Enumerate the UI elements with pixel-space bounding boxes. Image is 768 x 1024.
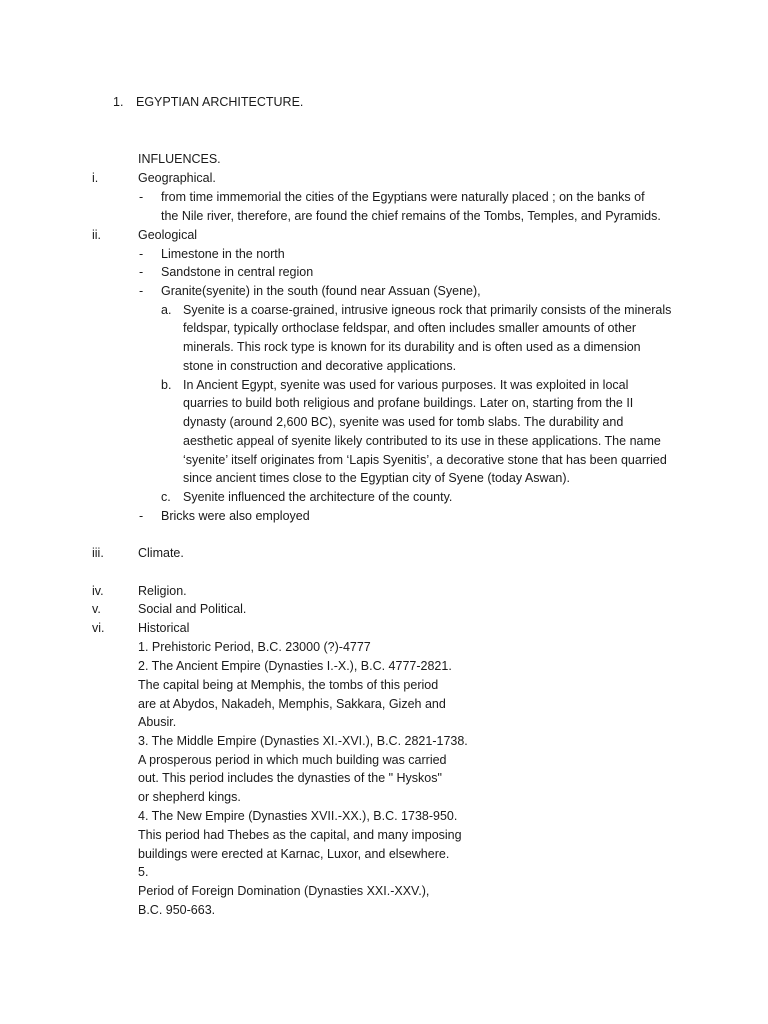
geological-dash-3: - xyxy=(139,284,144,298)
geographical-label: Geographical. xyxy=(138,171,216,185)
geological-label: Geological xyxy=(138,228,198,242)
subpoint-a-line-4: stone in construction and decorative applications. xyxy=(183,359,457,373)
numeral-iv: iv. xyxy=(92,584,104,598)
subpoint-b-line-1: In Ancient Egypt, syenite was used for various purposes. It was exploited in local xyxy=(183,378,629,392)
geological-dash-4: - xyxy=(139,509,144,523)
geographical-text-line-2: the Nile river, therefore, are found the chief remains of the Tombs, Temples, and Pyramids. xyxy=(161,209,661,223)
geological-bullet-3: Granite(syenite) in the south (found near Assuan (Syene), xyxy=(161,284,481,298)
geographical-text-line-1: from time immemorial the cities of the Egyptians were naturally placed ; on the banks of xyxy=(161,190,645,204)
subpoint-a-line-1: Syenite is a coarse-grained, intrusive igneous rock that primarily consists of the minerals xyxy=(183,303,672,317)
historical-line-12: buildings were erected at Karnac, Luxor, and elsewhere. xyxy=(138,847,450,861)
subpoint-c-letter: c. xyxy=(161,490,171,504)
geographical-dash: - xyxy=(139,190,144,204)
geological-bullet-4: Bricks were also employed xyxy=(161,509,310,523)
subpoint-b-letter: b. xyxy=(161,378,172,392)
religion-label: Religion. xyxy=(138,584,187,598)
heading-number: 1. xyxy=(113,95,124,109)
historical-line-2: 2. The Ancient Empire (Dynasties I.-X.), B.C. 4777-2821. xyxy=(138,659,452,673)
numeral-iii: iii. xyxy=(92,546,104,560)
historical-line-15: B.C. 950-663. xyxy=(138,903,216,917)
geological-dash-2: - xyxy=(139,265,144,279)
geological-bullet-2: Sandstone in central region xyxy=(161,265,314,279)
historical-line-3: The capital being at Memphis, the tombs of this period xyxy=(138,678,439,692)
subpoint-a-line-3: minerals. This rock type is known for its durability and is often used as a dimension xyxy=(183,340,641,354)
numeral-v: v. xyxy=(92,602,101,616)
subpoint-a-letter: a. xyxy=(161,303,172,317)
climate-label: Climate. xyxy=(138,546,184,560)
page-title: EGYPTIAN ARCHITECTURE. xyxy=(136,95,304,109)
historical-line-4: are at Abydos, Nakadeh, Memphis, Sakkara, Gizeh and xyxy=(138,697,446,711)
subpoint-c-line-1: Syenite influenced the architecture of the county. xyxy=(183,490,453,504)
historical-line-14: Period of Foreign Domination (Dynasties XXI.-XXV.), xyxy=(138,884,430,898)
geological-bullet-1: Limestone in the north xyxy=(161,247,285,261)
subpoint-b-line-5: ‘syenite’ itself originates from ‘Lapis Syenitis’, a decorative stone that has been quarried xyxy=(183,453,667,467)
numeral-vi: vi. xyxy=(92,621,105,635)
historical-label: Historical xyxy=(138,621,190,635)
numeral-ii: ii. xyxy=(92,228,102,242)
subpoint-b-line-6: since ancient times close to the Egyptian city of Syene (today Aswan). xyxy=(183,471,571,485)
historical-line-1: 1. Prehistoric Period, B.C. 23000 (?)-4777 xyxy=(138,640,371,654)
numeral-i: i. xyxy=(92,171,99,185)
historical-line-13: 5. xyxy=(138,865,149,879)
historical-line-9: or shepherd kings. xyxy=(138,790,241,804)
geological-dash-1: - xyxy=(139,247,144,261)
historical-line-10: 4. The New Empire (Dynasties XVII.-XX.), B.C. 1738-950. xyxy=(138,809,458,823)
influences-label: INFLUENCES. xyxy=(138,152,221,166)
subpoint-b-line-4: aesthetic appeal of syenite likely contributed to its use in these applications. The name xyxy=(183,434,661,448)
historical-line-5: Abusir. xyxy=(138,715,177,729)
historical-line-7: A prosperous period in which much building was carried xyxy=(138,753,447,767)
subpoint-b-line-2: quarries to build both religious and profane buildings. Later on, starting from the II xyxy=(183,396,634,410)
historical-line-6: 3. The Middle Empire (Dynasties XI.-XVI.), B.C. 2821-1738. xyxy=(138,734,468,748)
subpoint-a-line-2: feldspar, typically orthoclase feldspar, and often includes smaller amounts of other xyxy=(183,321,637,335)
historical-line-11: This period had Thebes as the capital, and many imposing xyxy=(138,828,462,842)
historical-line-8: out. This period includes the dynasties of the " Hyskos" xyxy=(138,771,442,785)
subpoint-b-line-3: dynasty (around 2,600 BC), syenite was used for tomb slabs. The durability and xyxy=(183,415,624,429)
social-label: Social and Political. xyxy=(138,602,247,616)
